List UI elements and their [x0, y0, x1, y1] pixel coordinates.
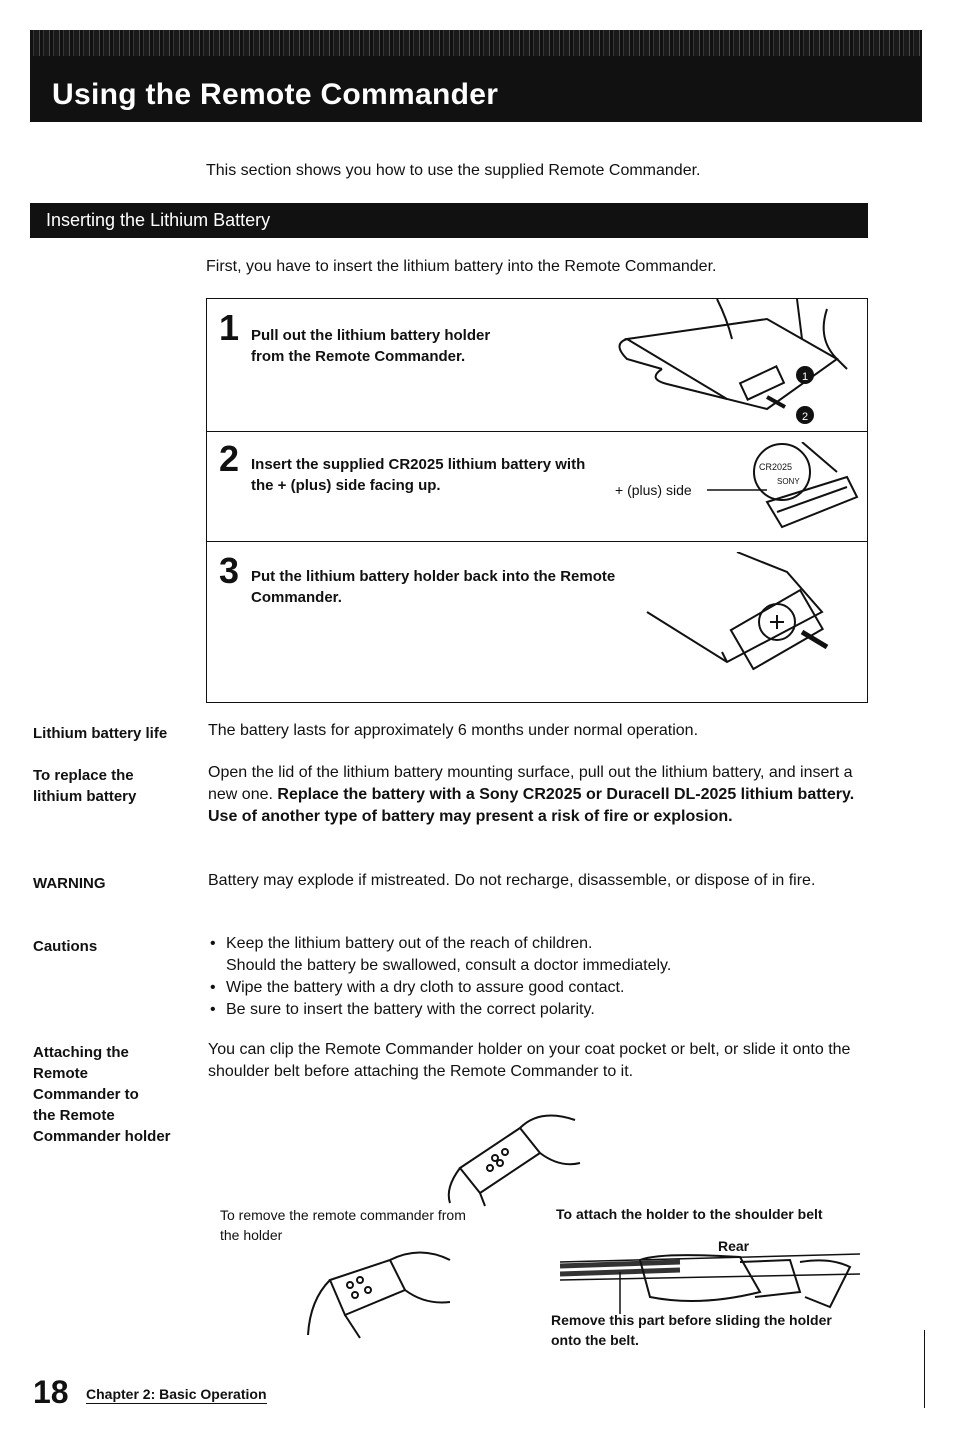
chapter-footer: Chapter 2: Basic Operation: [86, 1386, 267, 1402]
svg-text:2: 2: [802, 411, 809, 423]
battery-illustration: [707, 442, 867, 542]
replace-warning-bold: Replace the battery with a Sony CR2025 or Duracell DL-2025 lithium battery. Use of another type of battery may present a risk of fire or explosion.: [208, 786, 855, 825]
section-heading-bar: [30, 203, 868, 238]
warning-label: WARNING: [33, 875, 106, 892]
battery-brand-print: SONY: [777, 477, 800, 486]
remove-caption: To remove the remote commander from the holder: [220, 1207, 466, 1243]
remove-part-caption: Remove this part before sliding the holder onto the belt.: [551, 1312, 832, 1348]
caution-item: • Be sure to insert the battery with the correct polarity.: [208, 999, 868, 1021]
margin-rule: [924, 1330, 925, 1408]
remove-holder-hand-illustration: [300, 1240, 460, 1340]
attaching-text: You can clip the Remote Commander holder on your coat pocket or belt, or slide it onto the shoulder belt before attaching the Remote Commander to it.: [208, 1041, 851, 1080]
chapter-title-bar: [30, 30, 922, 122]
step-text: Put the lithium battery holder back into the Remote Commander.: [251, 568, 616, 606]
insert-holder-illustration: [637, 552, 865, 697]
warning-text: Battery may explode if mistreated. Do not recharge, disassemble, or dispose of in fire.: [208, 872, 816, 889]
svg-text:1: 1: [802, 371, 809, 383]
remove-holder-illustration: [607, 299, 867, 431]
page-number: 18: [33, 1374, 69, 1410]
battery-life-text: The battery lasts for approximately 6 months under normal operation.: [208, 722, 699, 739]
step-1: [207, 299, 867, 432]
replace-label: To replace the lithium battery: [33, 767, 137, 805]
step-text: Insert the supplied CR2025 lithium battery with the + (plus) side facing up.: [251, 456, 586, 494]
page-title: Using the Remote Commander: [52, 78, 499, 111]
section-lead: First, you have to insert the lithium battery into the Remote Commander.: [206, 258, 717, 275]
section-title: Inserting the Lithium Battery: [46, 210, 271, 230]
step-3: [207, 542, 867, 702]
cautions-label: Cautions: [33, 938, 98, 955]
battery-model-print: CR2025: [759, 462, 793, 472]
attach-caption: To attach the holder to the shoulder belt: [556, 1206, 823, 1222]
step-number: 2: [219, 438, 240, 479]
step-number: 3: [219, 550, 240, 591]
step-2: [207, 432, 867, 542]
plus-side-callout: + (plus) side: [615, 482, 692, 498]
shoulder-belt-illustration: [560, 1252, 860, 1314]
caution-item: • Keep the lithium battery out of the reach of children. Should the battery be swallowed, consult a doctor immediately.: [208, 933, 868, 977]
holder-hand-illustration: [440, 1108, 590, 1208]
steps-box: [206, 298, 868, 703]
attaching-label: Attaching the Remote Commander to the Remote Commander holder: [33, 1044, 171, 1145]
battery-life-label: Lithium battery life: [33, 725, 168, 742]
intro-text: This section shows you how to use the supplied Remote Commander.: [206, 162, 701, 179]
replace-text: Open the lid of the lithium battery mounting surface, pull out the lithium battery, and insert a new one. Replace the battery with a Sony CR2025 or Duracell DL-2025 lithium battery. Use of another type of battery may present a risk of fire or explosion.: [208, 764, 855, 825]
step-text: Pull out the lithium battery holder from the Remote Commander.: [251, 327, 491, 365]
cautions-list: [208, 933, 868, 1021]
title-bar-texture: [30, 30, 922, 56]
rear-label: Rear: [718, 1238, 750, 1254]
step-number: 1: [219, 307, 240, 348]
caution-item: • Wipe the battery with a dry cloth to assure good contact.: [208, 977, 868, 999]
